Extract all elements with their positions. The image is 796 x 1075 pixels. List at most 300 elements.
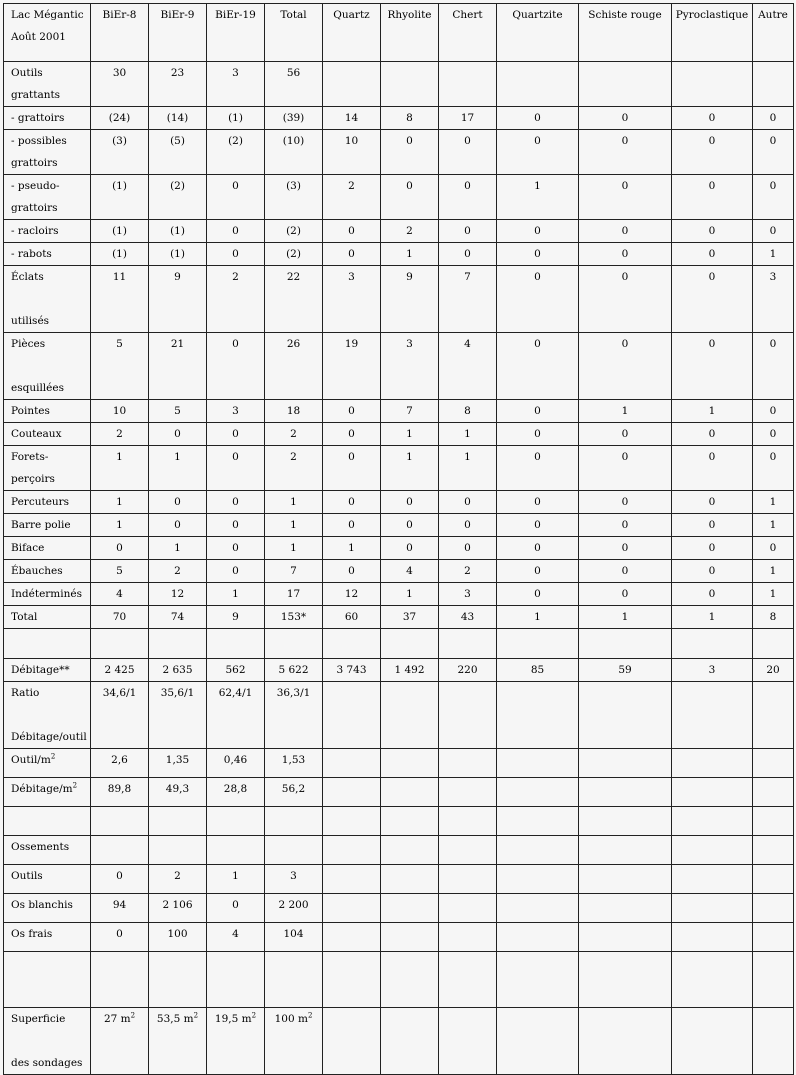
table-cell: 22 <box>265 266 323 333</box>
table-cell: 7 <box>381 400 439 423</box>
table-cell <box>207 629 265 659</box>
table-cell <box>497 778 579 807</box>
table-cell <box>753 629 794 659</box>
column-header: BiEr-8 <box>91 4 149 62</box>
table-cell <box>207 952 265 1008</box>
table-cell: 0 <box>579 583 672 606</box>
table-cell <box>381 865 439 894</box>
table-cell: 12 <box>149 583 207 606</box>
table-cell: 8 <box>381 107 439 130</box>
table-cell <box>753 923 794 952</box>
table-cell: 59 <box>579 659 672 682</box>
header-row <box>4 4 794 62</box>
table-cell: 1 <box>381 446 439 491</box>
table-cell <box>265 836 323 865</box>
row-label: Barre polie <box>4 514 91 537</box>
table-cell: 0 <box>497 333 579 400</box>
table-cell <box>323 923 381 952</box>
table-cell: 17 <box>439 107 497 130</box>
row-label: - rabots <box>4 243 91 266</box>
table-cell: 1 <box>753 583 794 606</box>
table-cell: 562 <box>207 659 265 682</box>
table-cell: 1 <box>91 514 149 537</box>
table-cell: 0 <box>323 491 381 514</box>
table-cell: 0 <box>497 243 579 266</box>
table-cell: 19,5 $m^2$ <box>207 1008 265 1075</box>
table-cell: 0 <box>207 491 265 514</box>
table-cell <box>91 836 149 865</box>
table-cell: (5) <box>149 130 207 175</box>
table-cell: 0 <box>91 923 149 952</box>
table-cell: 1 <box>207 865 265 894</box>
table-cell: 0 <box>672 175 753 220</box>
table-cell: 56,2 <box>265 778 323 807</box>
table-cell: (2) <box>265 220 323 243</box>
table-cell: 2 200 <box>265 894 323 923</box>
table-cell: 70 <box>91 606 149 629</box>
table-cell <box>381 807 439 836</box>
table-cell <box>579 952 672 1008</box>
table-cell: 0 <box>753 333 794 400</box>
table-cell <box>672 836 753 865</box>
table-cell <box>207 807 265 836</box>
table-cell <box>672 865 753 894</box>
table-cell: 0 <box>579 107 672 130</box>
table-row <box>4 659 794 682</box>
table-cell: 34,6/1 <box>91 682 149 749</box>
row-label <box>4 952 91 1008</box>
table-cell: 2 <box>381 220 439 243</box>
table-cell: 18 <box>265 400 323 423</box>
table-cell <box>381 1008 439 1075</box>
table-row <box>4 583 794 606</box>
table-cell: 0 <box>323 220 381 243</box>
table-cell: 5 <box>91 333 149 400</box>
table-cell <box>579 682 672 749</box>
table-cell: 1 <box>753 243 794 266</box>
table-cell <box>497 865 579 894</box>
table-cell: 0 <box>672 491 753 514</box>
table-cell: 1 <box>497 606 579 629</box>
table-cell <box>497 894 579 923</box>
table-cell: 2 425 <box>91 659 149 682</box>
table-cell: 3 <box>207 62 265 107</box>
table-cell: 0 <box>579 130 672 175</box>
table-cell: 1 <box>579 606 672 629</box>
table-cell <box>753 952 794 1008</box>
table-body <box>4 4 794 1075</box>
table-cell: (39) <box>265 107 323 130</box>
table-cell: 1 <box>149 446 207 491</box>
table-cell <box>753 62 794 107</box>
table-row <box>4 220 794 243</box>
table-cell: 0 <box>672 560 753 583</box>
table-cell: 1 492 <box>381 659 439 682</box>
table-cell: 0 <box>497 400 579 423</box>
table-cell: 1 <box>381 583 439 606</box>
table-cell: 0 <box>579 446 672 491</box>
table-cell <box>381 894 439 923</box>
table-row <box>4 865 794 894</box>
table-cell <box>579 778 672 807</box>
table-cell: 2 <box>149 560 207 583</box>
table-cell <box>323 749 381 778</box>
table-cell: (1) <box>149 243 207 266</box>
table-cell: 0 <box>497 130 579 175</box>
table-cell <box>753 894 794 923</box>
table-cell: 1 <box>149 537 207 560</box>
table-cell <box>439 894 497 923</box>
column-header: Autre <box>753 4 794 62</box>
table-row <box>4 400 794 423</box>
table-cell: 60 <box>323 606 381 629</box>
row-label: Outil/$m^2$ <box>4 749 91 778</box>
table-cell: 74 <box>149 606 207 629</box>
table-row <box>4 749 794 778</box>
table-cell: 2 <box>207 266 265 333</box>
table-cell: 0 <box>579 537 672 560</box>
row-label: Os blanchis <box>4 894 91 923</box>
table-cell: 0 <box>323 243 381 266</box>
table-cell <box>381 629 439 659</box>
table-cell <box>672 682 753 749</box>
table-cell <box>497 836 579 865</box>
table-cell: 1 <box>265 491 323 514</box>
table-cell <box>672 894 753 923</box>
table-cell: 2 635 <box>149 659 207 682</box>
table-cell: 4 <box>439 333 497 400</box>
table-cell: 8 <box>753 606 794 629</box>
table-cell <box>579 749 672 778</box>
table-cell: 0 <box>579 333 672 400</box>
table-cell: 0 <box>381 130 439 175</box>
table-cell: 5 622 <box>265 659 323 682</box>
table-cell: 0 <box>207 537 265 560</box>
column-header: Chert <box>439 4 497 62</box>
table-cell <box>265 629 323 659</box>
column-header: Rhyolite <box>381 4 439 62</box>
table-cell: 2,6 <box>91 749 149 778</box>
table-cell: (14) <box>149 107 207 130</box>
table-cell: 35,6/1 <box>149 682 207 749</box>
table-cell: 0 <box>207 220 265 243</box>
row-label: Superficie des sondages <box>4 1008 91 1075</box>
table-cell <box>381 749 439 778</box>
table-cell: 1 <box>753 514 794 537</box>
table-cell <box>753 778 794 807</box>
table-cell: 85 <box>497 659 579 682</box>
table-cell: 2 <box>149 865 207 894</box>
table-cell <box>753 865 794 894</box>
table-cell: 0 <box>323 446 381 491</box>
table-cell: 0 <box>149 514 207 537</box>
row-label <box>4 629 91 659</box>
table-cell <box>579 807 672 836</box>
table-cell: 0 <box>497 266 579 333</box>
row-label: Pointes <box>4 400 91 423</box>
table-cell: 49,3 <box>149 778 207 807</box>
table-cell: 0 <box>323 514 381 537</box>
table-cell: 0 <box>672 583 753 606</box>
table-cell <box>497 682 579 749</box>
table-cell: (10) <box>265 130 323 175</box>
table-cell: 0 <box>439 243 497 266</box>
table-cell: 3 <box>439 583 497 606</box>
column-header: Pyroclastique <box>672 4 753 62</box>
table-cell: 0 <box>381 537 439 560</box>
table-cell <box>579 865 672 894</box>
table-cell <box>149 836 207 865</box>
table-cell: 0 <box>579 560 672 583</box>
table-cell: 0 <box>149 491 207 514</box>
table-cell: 0 <box>753 175 794 220</box>
table-cell <box>439 629 497 659</box>
row-label: Outils grattants <box>4 62 91 107</box>
table-cell: 0 <box>497 446 579 491</box>
table-cell: 0 <box>207 333 265 400</box>
table-cell: 89,8 <box>91 778 149 807</box>
table-cell: 37 <box>381 606 439 629</box>
table-cell: (2) <box>149 175 207 220</box>
table-cell: 4 <box>91 583 149 606</box>
table-cell: 0 <box>149 423 207 446</box>
table-cell: 0 <box>497 583 579 606</box>
table-cell: 0 <box>672 220 753 243</box>
table-cell: (2) <box>207 130 265 175</box>
table-row <box>4 682 794 749</box>
table-cell: (1) <box>91 220 149 243</box>
table-cell: 0 <box>579 175 672 220</box>
table-cell: 0 <box>753 446 794 491</box>
table-cell: 0 <box>439 175 497 220</box>
column-header: Schiste rouge <box>579 4 672 62</box>
table-row <box>4 243 794 266</box>
table-cell <box>672 62 753 107</box>
table-cell: 10 <box>91 400 149 423</box>
table-cell: 1 <box>323 537 381 560</box>
table-row <box>4 107 794 130</box>
table-cell <box>439 749 497 778</box>
table-cell <box>381 682 439 749</box>
table-cell: 2 <box>323 175 381 220</box>
table-cell: 43 <box>439 606 497 629</box>
table-cell: 3 <box>753 266 794 333</box>
table-cell: 0,46 <box>207 749 265 778</box>
table-cell <box>497 629 579 659</box>
table-cell: 1 <box>381 423 439 446</box>
table-cell: 0 <box>579 220 672 243</box>
table-cell <box>381 923 439 952</box>
table-cell: 9 <box>207 606 265 629</box>
table-cell: 62,4/1 <box>207 682 265 749</box>
table-cell <box>672 629 753 659</box>
table-cell: (1) <box>91 243 149 266</box>
table-cell: 7 <box>265 560 323 583</box>
table-cell: 3 <box>672 659 753 682</box>
table-row <box>4 894 794 923</box>
table-cell <box>753 1008 794 1075</box>
table-cell: 0 <box>672 130 753 175</box>
table-cell: 21 <box>149 333 207 400</box>
table-cell: 0 <box>753 107 794 130</box>
table-cell: 0 <box>672 514 753 537</box>
table-cell <box>265 807 323 836</box>
table-cell: 30 <box>91 62 149 107</box>
table-cell: 19 <box>323 333 381 400</box>
table-cell <box>439 952 497 1008</box>
table-cell <box>497 952 579 1008</box>
table-cell <box>323 952 381 1008</box>
table-cell <box>207 836 265 865</box>
table-cell: 2 <box>91 423 149 446</box>
table-cell: 3 <box>265 865 323 894</box>
lithic-results-table <box>3 3 794 1075</box>
results-table-container <box>3 3 793 1069</box>
table-cell <box>439 682 497 749</box>
table-cell: 17 <box>265 583 323 606</box>
table-cell: 0 <box>323 400 381 423</box>
table-cell: 0 <box>497 220 579 243</box>
table-cell: 0 <box>207 514 265 537</box>
table-cell: 0 <box>207 560 265 583</box>
table-cell <box>323 807 381 836</box>
table-cell: 0 <box>323 560 381 583</box>
table-cell <box>672 749 753 778</box>
table-cell <box>579 923 672 952</box>
table-cell <box>439 778 497 807</box>
table-cell: 0 <box>672 537 753 560</box>
table-cell <box>579 62 672 107</box>
row-label: Ratio Débitage/outil <box>4 682 91 749</box>
table-row <box>4 491 794 514</box>
table-cell: 1 <box>91 491 149 514</box>
table-cell: 0 <box>672 446 753 491</box>
table-cell: 12 <box>323 583 381 606</box>
table-cell: 4 <box>207 923 265 952</box>
table-cell: 53,5 $m^2$ <box>149 1008 207 1075</box>
table-cell: 0 <box>579 423 672 446</box>
table-cell: 0 <box>439 514 497 537</box>
table-cell: 23 <box>149 62 207 107</box>
table-cell: 0 <box>579 514 672 537</box>
table-cell: 1 <box>753 560 794 583</box>
table-cell: 0 <box>207 894 265 923</box>
row-label: Couteaux <box>4 423 91 446</box>
table-cell <box>753 682 794 749</box>
table-cell <box>439 807 497 836</box>
table-cell: 56 <box>265 62 323 107</box>
row-label: Ossements <box>4 836 91 865</box>
table-cell: 1 <box>207 583 265 606</box>
table-cell: 0 <box>439 130 497 175</box>
column-header: Lac Mégantic Août 2001 <box>4 4 91 62</box>
table-cell <box>672 952 753 1008</box>
table-cell <box>753 749 794 778</box>
table-cell: 1 <box>91 446 149 491</box>
table-cell <box>579 1008 672 1075</box>
column-header: BiEr-9 <box>149 4 207 62</box>
table-cell: 3 <box>381 333 439 400</box>
row-label: Os frais <box>4 923 91 952</box>
table-cell: 1 <box>579 400 672 423</box>
table-cell: 0 <box>91 865 149 894</box>
table-cell: 2 <box>439 560 497 583</box>
table-cell: 0 <box>381 514 439 537</box>
table-cell: 28,8 <box>207 778 265 807</box>
table-cell <box>497 923 579 952</box>
table-cell: 1 <box>265 514 323 537</box>
table-cell <box>672 807 753 836</box>
table-cell: 20 <box>753 659 794 682</box>
table-row <box>4 446 794 491</box>
table-cell: (3) <box>265 175 323 220</box>
table-cell: 0 <box>753 400 794 423</box>
table-row <box>4 778 794 807</box>
table-cell: 4 <box>381 560 439 583</box>
table-cell <box>497 749 579 778</box>
row-label: Outils <box>4 865 91 894</box>
table-cell: 27 $m^2$ <box>91 1008 149 1075</box>
table-cell: 0 <box>439 537 497 560</box>
table-cell: 3 <box>207 400 265 423</box>
row-label: Pièces esquillées <box>4 333 91 400</box>
table-cell: 0 <box>497 423 579 446</box>
table-cell <box>323 62 381 107</box>
table-cell: 0 <box>207 175 265 220</box>
table-cell: 1 <box>497 175 579 220</box>
table-row <box>4 560 794 583</box>
table-cell: 0 <box>672 243 753 266</box>
table-row <box>4 266 794 333</box>
table-cell <box>381 62 439 107</box>
table-cell: 0 <box>579 491 672 514</box>
table-cell: 9 <box>149 266 207 333</box>
table-cell: 0 <box>672 333 753 400</box>
row-label: Indéterminés <box>4 583 91 606</box>
table-row <box>4 423 794 446</box>
table-cell: 1 <box>265 537 323 560</box>
table-cell <box>439 836 497 865</box>
table-cell: 0 <box>497 491 579 514</box>
table-cell: 10 <box>323 130 381 175</box>
table-cell: 0 <box>497 560 579 583</box>
table-cell: 7 <box>439 266 497 333</box>
row-label: Forets-perçoirs <box>4 446 91 491</box>
table-cell: 26 <box>265 333 323 400</box>
table-cell <box>323 836 381 865</box>
table-cell <box>381 778 439 807</box>
table-cell <box>323 778 381 807</box>
column-header: BiEr-19 <box>207 4 265 62</box>
table-cell: 0 <box>579 243 672 266</box>
table-cell: 100 <box>149 923 207 952</box>
table-row <box>4 62 794 107</box>
table-cell <box>672 1008 753 1075</box>
table-cell <box>439 62 497 107</box>
table-cell <box>381 952 439 1008</box>
column-header: Quartz <box>323 4 381 62</box>
table-cell: 0 <box>439 220 497 243</box>
table-cell: 0 <box>439 491 497 514</box>
table-cell: (1) <box>149 220 207 243</box>
table-cell <box>579 836 672 865</box>
table-cell: 0 <box>381 175 439 220</box>
table-cell <box>323 894 381 923</box>
table-row <box>4 606 794 629</box>
row-label: - racloirs <box>4 220 91 243</box>
table-cell: 1,35 <box>149 749 207 778</box>
table-cell: 0 <box>579 266 672 333</box>
